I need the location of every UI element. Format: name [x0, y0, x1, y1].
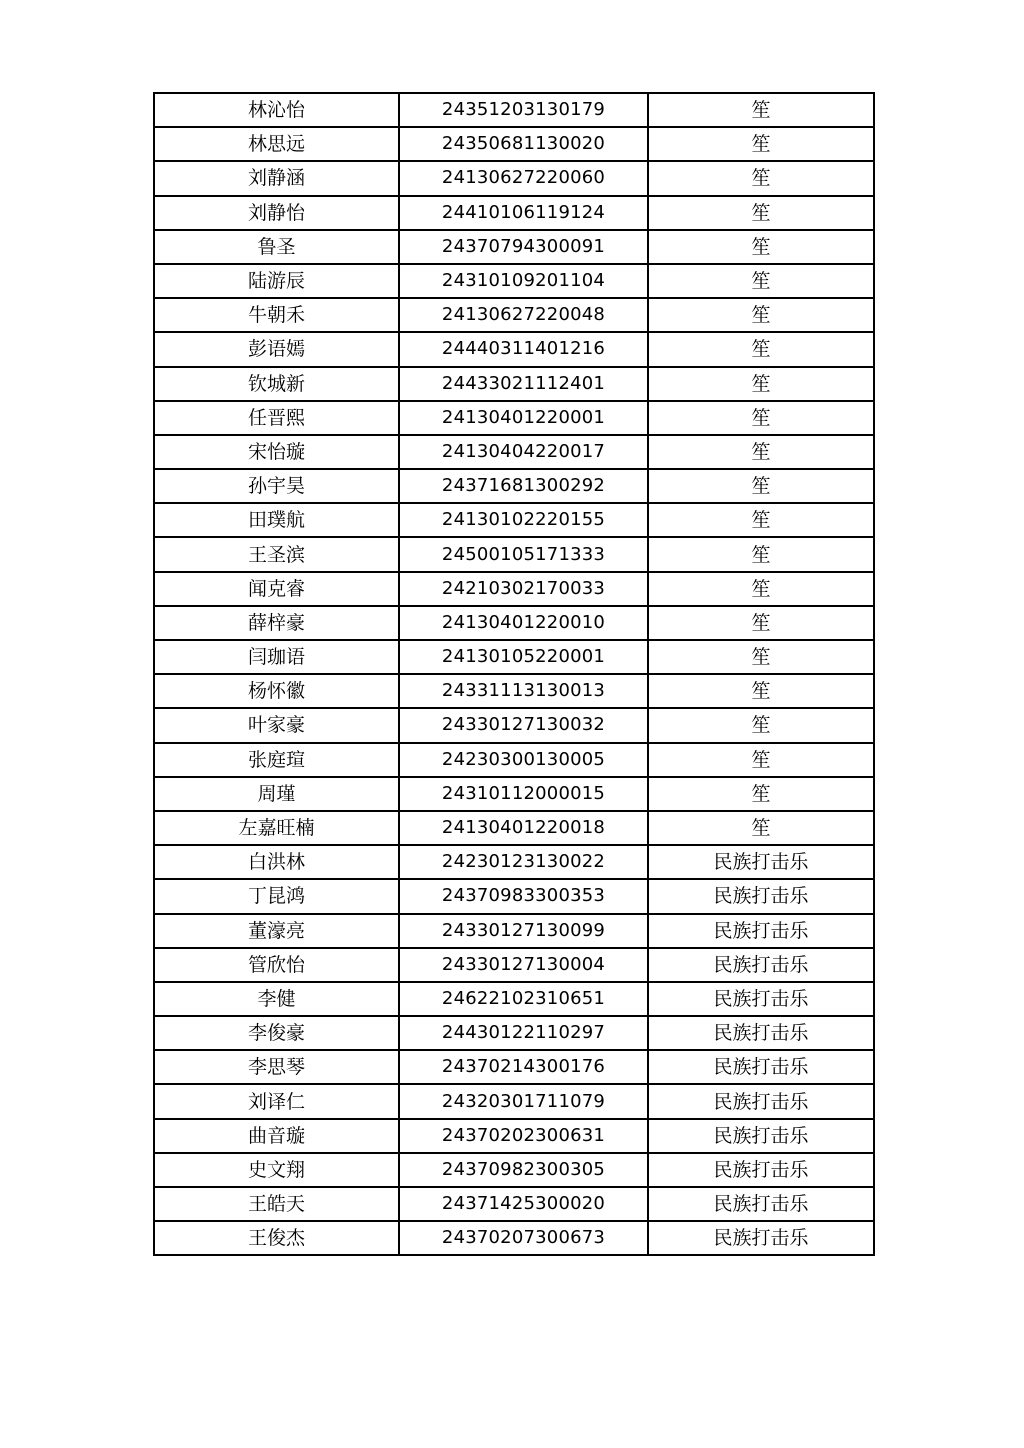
major-cell: 笙 — [648, 230, 874, 264]
table-row — [154, 948, 874, 982]
exam-number-cell: 24370794300091 — [399, 230, 648, 264]
table-row — [154, 708, 874, 742]
student-name-cell: 王皓天 — [154, 1187, 399, 1221]
table-row — [154, 1187, 874, 1221]
table-row — [154, 264, 874, 298]
major-cell: 民族打击乐 — [648, 1050, 874, 1084]
major-cell: 笙 — [648, 777, 874, 811]
major-cell: 笙 — [648, 401, 874, 435]
major-cell: 笙 — [648, 161, 874, 195]
major-cell: 笙 — [648, 196, 874, 230]
student-name-cell: 鲁圣 — [154, 230, 399, 264]
table-row — [154, 1153, 874, 1187]
exam-number-cell: 24330127130004 — [399, 948, 648, 982]
roster-table-body — [154, 93, 874, 1255]
exam-number-cell: 24130401220018 — [399, 811, 648, 845]
student-name-cell: 刘译仁 — [154, 1084, 399, 1118]
table-row — [154, 879, 874, 913]
major-cell: 民族打击乐 — [648, 1119, 874, 1153]
student-name-cell: 左嘉旺楠 — [154, 811, 399, 845]
table-row — [154, 196, 874, 230]
table-row — [154, 674, 874, 708]
major-cell: 民族打击乐 — [648, 982, 874, 1016]
student-name-cell: 王圣滨 — [154, 537, 399, 571]
table-row — [154, 1050, 874, 1084]
exam-number-cell: 24130627220048 — [399, 298, 648, 332]
exam-number-cell: 24320301711079 — [399, 1084, 648, 1118]
student-name-cell: 管欣怡 — [154, 948, 399, 982]
exam-number-cell: 24370207300673 — [399, 1221, 648, 1255]
exam-number-cell: 24370202300631 — [399, 1119, 648, 1153]
major-cell: 笙 — [648, 708, 874, 742]
table-row — [154, 93, 874, 127]
major-cell: 民族打击乐 — [648, 1084, 874, 1118]
student-name-cell: 林沁怡 — [154, 93, 399, 127]
table-row — [154, 367, 874, 401]
major-cell: 笙 — [648, 332, 874, 366]
exam-number-cell: 24410106119124 — [399, 196, 648, 230]
table-row — [154, 914, 874, 948]
student-name-cell: 白洪林 — [154, 845, 399, 879]
table-row — [154, 640, 874, 674]
major-cell: 笙 — [648, 367, 874, 401]
table-row — [154, 332, 874, 366]
exam-number-cell: 24230300130005 — [399, 743, 648, 777]
major-cell: 民族打击乐 — [648, 1187, 874, 1221]
student-name-cell: 李思琴 — [154, 1050, 399, 1084]
student-name-cell: 王俊杰 — [154, 1221, 399, 1255]
exam-number-cell: 24370214300176 — [399, 1050, 648, 1084]
exam-number-cell: 24500105171333 — [399, 537, 648, 571]
table-row — [154, 1016, 874, 1050]
exam-number-cell: 24440311401216 — [399, 332, 648, 366]
table-row — [154, 469, 874, 503]
exam-number-cell: 24210302170033 — [399, 572, 648, 606]
major-cell: 民族打击乐 — [648, 1221, 874, 1255]
table-row — [154, 1119, 874, 1153]
major-cell: 笙 — [648, 537, 874, 571]
table-row — [154, 537, 874, 571]
major-cell: 笙 — [648, 503, 874, 537]
student-name-cell: 闻克睿 — [154, 572, 399, 606]
student-name-cell: 李健 — [154, 982, 399, 1016]
table-row — [154, 127, 874, 161]
student-name-cell: 薛梓豪 — [154, 606, 399, 640]
table-row — [154, 845, 874, 879]
table-row — [154, 572, 874, 606]
major-cell: 民族打击乐 — [648, 1016, 874, 1050]
major-cell: 民族打击乐 — [648, 845, 874, 879]
student-name-cell: 李俊豪 — [154, 1016, 399, 1050]
major-cell: 民族打击乐 — [648, 948, 874, 982]
student-name-cell: 彭语嫣 — [154, 332, 399, 366]
exam-number-cell: 24371681300292 — [399, 469, 648, 503]
student-name-cell: 史文翔 — [154, 1153, 399, 1187]
table-row — [154, 503, 874, 537]
exam-number-cell: 24130401220010 — [399, 606, 648, 640]
exam-number-cell: 24130105220001 — [399, 640, 648, 674]
major-cell: 笙 — [648, 606, 874, 640]
exam-number-cell: 24622102310651 — [399, 982, 648, 1016]
major-cell: 民族打击乐 — [648, 914, 874, 948]
student-name-cell: 任晋熙 — [154, 401, 399, 435]
student-name-cell: 田璞航 — [154, 503, 399, 537]
student-name-cell: 杨怀徽 — [154, 674, 399, 708]
exam-number-cell: 24130404220017 — [399, 435, 648, 469]
student-name-cell: 林思远 — [154, 127, 399, 161]
major-cell: 笙 — [648, 572, 874, 606]
table-row — [154, 161, 874, 195]
exam-number-cell: 24230123130022 — [399, 845, 648, 879]
exam-number-cell: 24130401220001 — [399, 401, 648, 435]
table-row — [154, 777, 874, 811]
exam-number-cell: 24370983300353 — [399, 879, 648, 913]
table-row — [154, 435, 874, 469]
student-name-cell: 丁昆鸿 — [154, 879, 399, 913]
exam-number-cell: 24370982300305 — [399, 1153, 648, 1187]
major-cell: 笙 — [648, 93, 874, 127]
exam-number-cell: 24350681130020 — [399, 127, 648, 161]
student-name-cell: 刘静涵 — [154, 161, 399, 195]
student-name-cell: 陆游辰 — [154, 264, 399, 298]
major-cell: 民族打击乐 — [648, 879, 874, 913]
table-row — [154, 230, 874, 264]
table-row — [154, 982, 874, 1016]
major-cell: 笙 — [648, 435, 874, 469]
table-row — [154, 1221, 874, 1255]
exam-number-cell: 24130102220155 — [399, 503, 648, 537]
table-row — [154, 743, 874, 777]
major-cell: 笙 — [648, 811, 874, 845]
student-name-cell: 曲音璇 — [154, 1119, 399, 1153]
exam-number-cell: 24130627220060 — [399, 161, 648, 195]
major-cell: 民族打击乐 — [648, 1153, 874, 1187]
student-name-cell: 宋怡璇 — [154, 435, 399, 469]
exam-number-cell: 24330127130032 — [399, 708, 648, 742]
student-name-cell: 牛朝禾 — [154, 298, 399, 332]
student-name-cell: 董濠亮 — [154, 914, 399, 948]
student-name-cell: 孙宇昊 — [154, 469, 399, 503]
major-cell: 笙 — [648, 640, 874, 674]
student-name-cell: 钦城新 — [154, 367, 399, 401]
major-cell: 笙 — [648, 127, 874, 161]
table-row — [154, 298, 874, 332]
major-cell: 笙 — [648, 298, 874, 332]
major-cell: 笙 — [648, 674, 874, 708]
major-cell: 笙 — [648, 469, 874, 503]
exam-number-cell: 24310112000015 — [399, 777, 648, 811]
student-name-cell: 周瑾 — [154, 777, 399, 811]
table-row — [154, 1084, 874, 1118]
student-name-cell: 叶家豪 — [154, 708, 399, 742]
student-name-cell: 刘静怡 — [154, 196, 399, 230]
exam-number-cell: 24310109201104 — [399, 264, 648, 298]
exam-number-cell: 24430122110297 — [399, 1016, 648, 1050]
student-name-cell: 闫珈语 — [154, 640, 399, 674]
roster-table — [153, 92, 875, 1256]
exam-number-cell: 24330127130099 — [399, 914, 648, 948]
exam-number-cell: 24351203130179 — [399, 93, 648, 127]
student-name-cell: 张庭瑄 — [154, 743, 399, 777]
table-row — [154, 811, 874, 845]
exam-number-cell: 24331113130013 — [399, 674, 648, 708]
major-cell: 笙 — [648, 743, 874, 777]
exam-number-cell: 24433021112401 — [399, 367, 648, 401]
major-cell: 笙 — [648, 264, 874, 298]
exam-number-cell: 24371425300020 — [399, 1187, 648, 1221]
table-row — [154, 606, 874, 640]
table-row — [154, 401, 874, 435]
